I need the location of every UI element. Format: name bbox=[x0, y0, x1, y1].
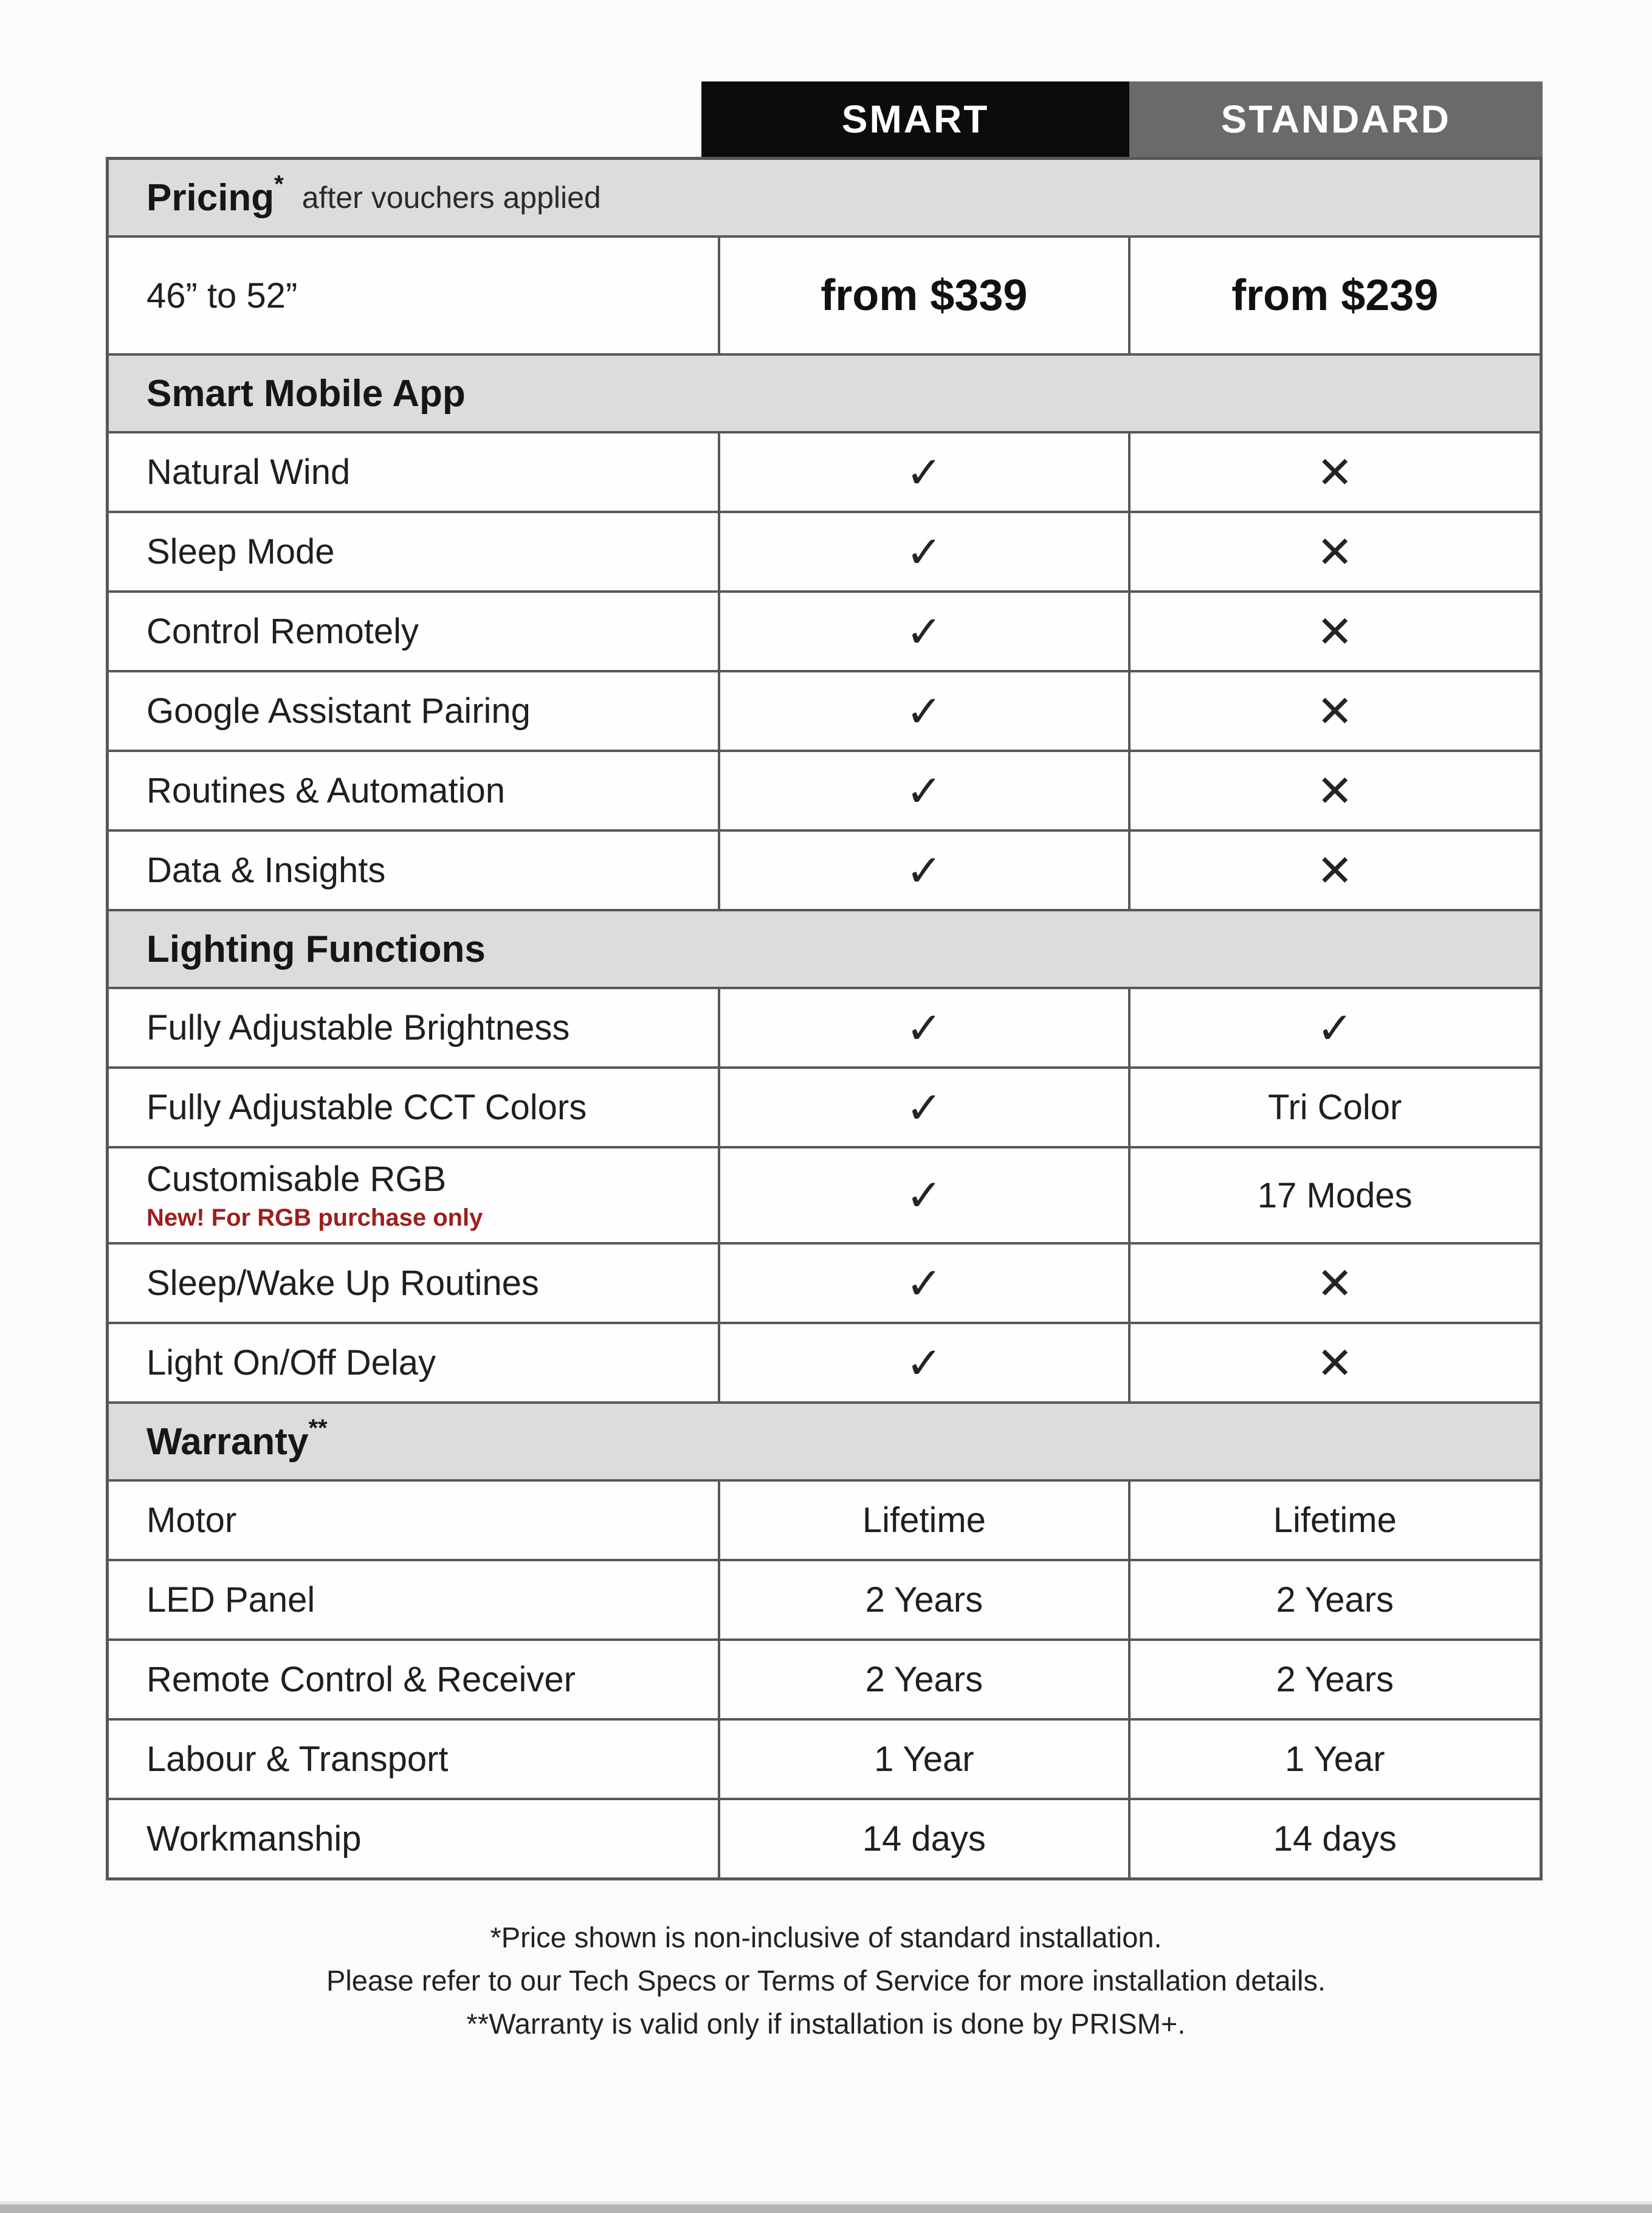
cross-icon: ✕ bbox=[1128, 433, 1540, 511]
feature-label: Motor bbox=[146, 1500, 237, 1540]
warranty-value: 14 days bbox=[1128, 1800, 1540, 1877]
warranty-value: 2 Years bbox=[1128, 1561, 1540, 1638]
section-subtitle: after vouchers applied bbox=[301, 181, 601, 215]
table-row bbox=[109, 590, 1540, 670]
feature-label: Control Remotely bbox=[146, 612, 419, 651]
table-row bbox=[109, 1559, 1540, 1638]
feature-label: LED Panel bbox=[146, 1580, 315, 1620]
section-title: Warranty bbox=[146, 1420, 309, 1463]
warranty-value: 14 days bbox=[718, 1800, 1127, 1877]
cross-icon: ✕ bbox=[1128, 832, 1540, 909]
warranty-value: Lifetime bbox=[718, 1482, 1127, 1559]
check-icon: ✓ bbox=[718, 832, 1127, 909]
asterisk-marker: * bbox=[274, 171, 284, 198]
size-range-label: 46” to 52” bbox=[146, 275, 298, 316]
check-icon: ✓ bbox=[718, 1148, 1127, 1242]
check-icon: ✓ bbox=[718, 433, 1127, 511]
check-icon: ✓ bbox=[1128, 989, 1540, 1066]
table-row bbox=[109, 1322, 1540, 1401]
feature-label: Fully Adjustable Brightness bbox=[146, 1008, 570, 1048]
warranty-value: 2 Years bbox=[718, 1641, 1127, 1718]
feature-label: Routines & Automation bbox=[146, 771, 506, 810]
footnote: *Price shown is non-inclusive of standard installation. bbox=[490, 1921, 1162, 1953]
column-tabs bbox=[106, 81, 1543, 157]
tab-standard: STANDARD bbox=[1129, 81, 1543, 157]
warranty-value: 1 Year bbox=[718, 1721, 1127, 1798]
feature-label: Labour & Transport bbox=[146, 1739, 449, 1779]
check-icon: ✓ bbox=[718, 752, 1127, 829]
footnote: **Warranty is valid only if installation is done by PRISM+. bbox=[466, 2008, 1186, 2040]
section-header-lighting-functions bbox=[109, 909, 1540, 987]
feature-label: Customisable RGB bbox=[146, 1159, 447, 1199]
check-icon: ✓ bbox=[718, 1324, 1127, 1401]
table-row bbox=[109, 987, 1540, 1066]
feature-label: Workmanship bbox=[146, 1819, 362, 1859]
check-icon: ✓ bbox=[718, 672, 1127, 750]
cross-icon: ✕ bbox=[1128, 1324, 1540, 1401]
table-row bbox=[109, 511, 1540, 590]
section-title: Smart Mobile App bbox=[146, 372, 466, 415]
comparison-sheet bbox=[0, 81, 1652, 2045]
table-row bbox=[109, 431, 1540, 511]
table-row bbox=[109, 1479, 1540, 1559]
feature-label: Fully Adjustable CCT Colors bbox=[146, 1088, 587, 1127]
price-value-smart: from $339 bbox=[718, 238, 1127, 353]
warranty-value: Lifetime bbox=[1128, 1482, 1540, 1559]
price-value-standard: from $239 bbox=[1128, 238, 1540, 353]
bottom-edge-bar bbox=[0, 2201, 1652, 2213]
footnote: Please refer to our Tech Specs or Terms of Service for more installation details. bbox=[326, 1964, 1326, 1997]
table-row bbox=[109, 829, 1540, 909]
feature-label: Sleep Mode bbox=[146, 532, 335, 571]
tab-smart: SMART bbox=[701, 81, 1129, 157]
cross-icon: ✕ bbox=[1128, 593, 1540, 670]
warranty-value: 2 Years bbox=[718, 1561, 1127, 1638]
table-row bbox=[109, 1066, 1540, 1146]
comparison-table bbox=[106, 157, 1543, 1880]
table-row bbox=[109, 1718, 1540, 1798]
section-title: Lighting Functions bbox=[146, 928, 486, 970]
feature-label: Remote Control & Receiver bbox=[146, 1660, 576, 1699]
section-header-smart-mobile-app bbox=[109, 353, 1540, 431]
check-icon: ✓ bbox=[718, 989, 1127, 1066]
table-row-pricing bbox=[109, 235, 1540, 353]
cross-icon: ✕ bbox=[1128, 752, 1540, 829]
feature-label: Light On/Off Delay bbox=[146, 1343, 436, 1383]
table-row bbox=[109, 1146, 1540, 1242]
warranty-value: 1 Year bbox=[1128, 1721, 1540, 1798]
feature-value: 17 Modes bbox=[1128, 1148, 1540, 1242]
check-icon: ✓ bbox=[718, 593, 1127, 670]
cross-icon: ✕ bbox=[1128, 672, 1540, 750]
cross-icon: ✕ bbox=[1128, 1245, 1540, 1322]
warranty-value: 2 Years bbox=[1128, 1641, 1540, 1718]
feature-sublabel-new: New! For RGB purchase only bbox=[146, 1204, 483, 1231]
section-title: Pricing bbox=[146, 176, 275, 219]
feature-label: Data & Insights bbox=[146, 851, 386, 890]
feature-label: Google Assistant Pairing bbox=[146, 691, 531, 731]
table-row bbox=[109, 670, 1540, 750]
footnotes bbox=[0, 1916, 1652, 2045]
table-row bbox=[109, 1242, 1540, 1322]
check-icon: ✓ bbox=[718, 513, 1127, 590]
tabs-spacer bbox=[106, 81, 717, 157]
cross-icon: ✕ bbox=[1128, 513, 1540, 590]
section-header-warranty bbox=[109, 1401, 1540, 1479]
table-row bbox=[109, 1638, 1540, 1718]
table-row bbox=[109, 750, 1540, 829]
feature-label: Sleep/Wake Up Routines bbox=[146, 1263, 539, 1303]
feature-value: Tri Color bbox=[1128, 1069, 1540, 1146]
check-icon: ✓ bbox=[718, 1245, 1127, 1322]
feature-label: Natural Wind bbox=[146, 452, 351, 492]
asterisk-marker: ** bbox=[308, 1415, 328, 1441]
section-header-pricing bbox=[109, 160, 1540, 235]
feature-label-group bbox=[146, 1159, 483, 1232]
check-icon: ✓ bbox=[718, 1069, 1127, 1146]
table-row bbox=[109, 1798, 1540, 1877]
